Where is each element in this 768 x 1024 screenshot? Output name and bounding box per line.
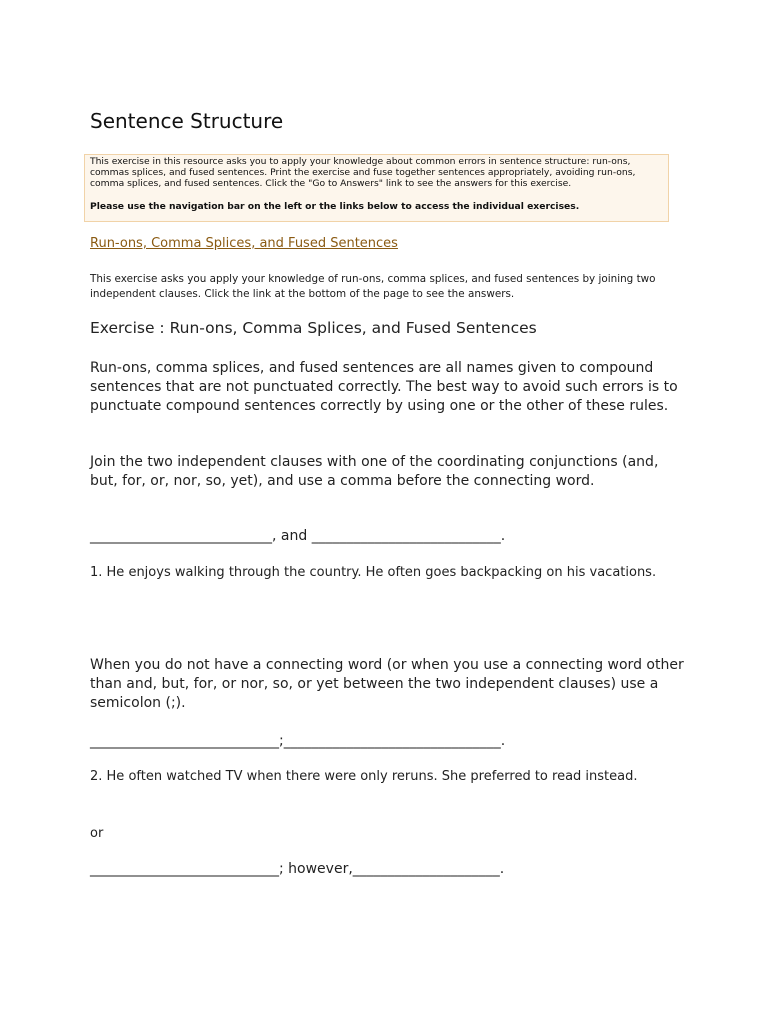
rule-two-pattern: ___________________________;_______________________________.: [90, 733, 506, 749]
or-text: or: [90, 826, 104, 841]
rule-one-pattern: __________________________, and ___________________________.: [90, 528, 506, 544]
exercise-item-1: 1. He enjoys walking through the country. He often goes backpacking on his vacations.: [90, 565, 657, 580]
rule-two-alt-pattern: ___________________________; however,_____________________.: [90, 861, 505, 877]
rules-paragraph: Run-ons, comma splices, and fused sentences are all names given to compound sentences that are not punctuated correctly. The best way to avoid such errors is to punctuate compound sentences correctly by using one or the other of these rules.: [90, 360, 678, 414]
exercise-intro: This exercise asks you apply your knowledge of run-ons, comma splices, and fused sentences by joining two independent clauses. Click the link at the bottom of the page to see the answers.: [90, 273, 656, 300]
exercise-heading: Exercise : Run-ons, Comma Splices, and Fused Sentences: [90, 319, 537, 337]
notice-bold-text: Please use the navigation bar on the left or the links below to access the individual exercises.: [90, 200, 580, 212]
exercise-link[interactable]: Run-ons, Comma Splices, and Fused Sentences: [90, 236, 398, 251]
page-title: Sentence Structure: [90, 109, 284, 133]
instructions-notice-box: [84, 154, 669, 222]
notice-text: This exercise in this resource asks you to apply your knowledge about common errors in sentence structure: run-ons, commas splices, and fused sentences. Print the exercise and fuse together sentences appropriately, avoiding run-ons, comma splices, and fused sentences. Click the "Go to Answers" link to see the answers for this exercise.: [90, 156, 636, 190]
rule-two-paragraph: When you do not have a connecting word (or when you use a connecting word other than and, but, for, or nor, so, or yet between the two independent clauses) use a semicolon (;).: [90, 657, 684, 711]
rule-one-paragraph: Join the two independent clauses with one of the coordinating conjunctions (and, but, for, or, nor, so, yet), and use a comma before the connecting word.: [90, 454, 659, 489]
exercise-item-2: 2. He often watched TV when there were only reruns. She preferred to read instead.: [90, 769, 638, 784]
